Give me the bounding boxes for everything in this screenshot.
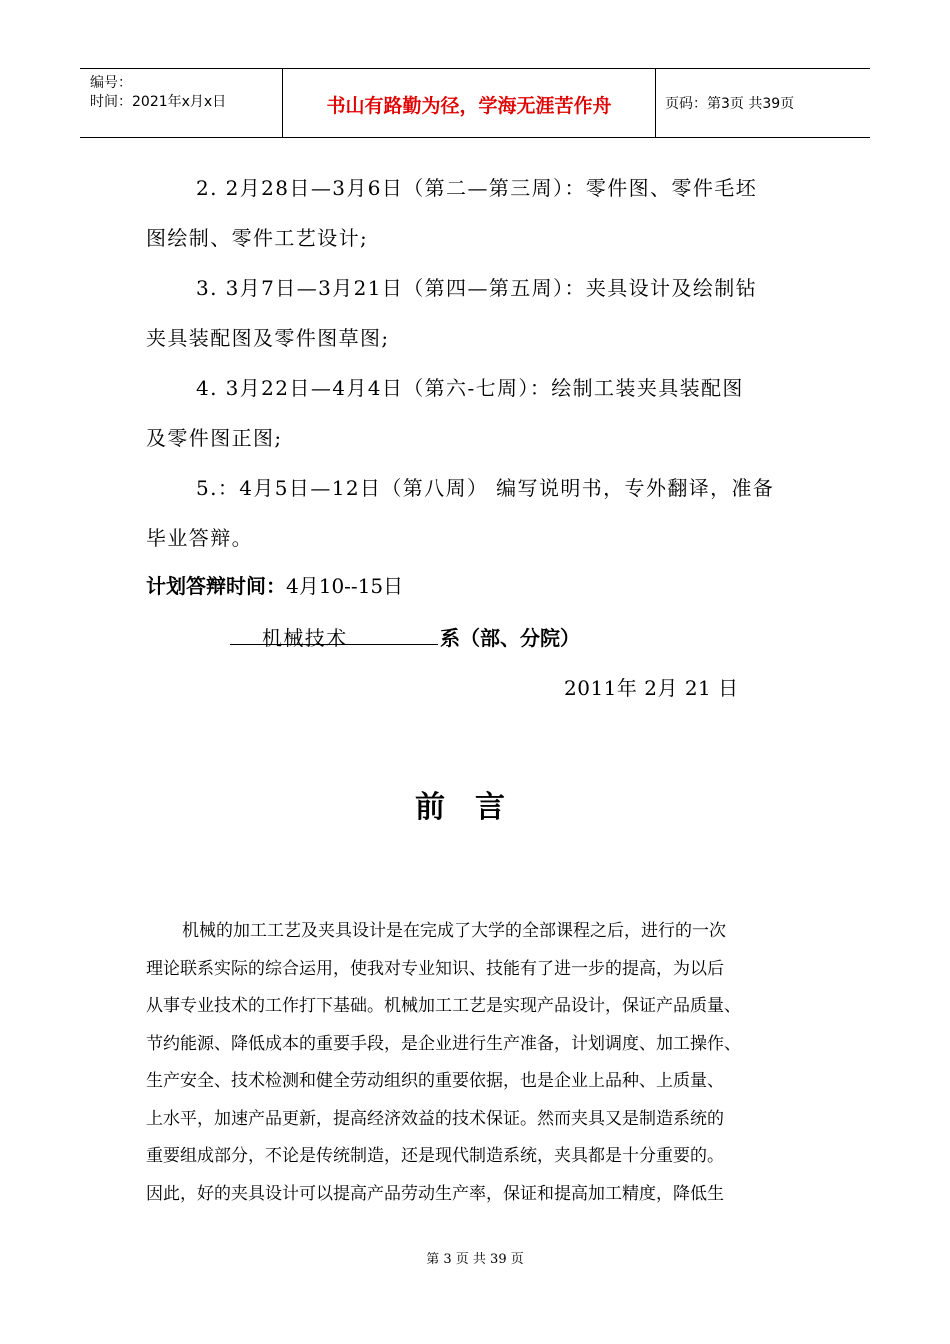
preface-line: 重要组成部分，不论是传统制造，还是现代制造系统，夹具都是十分重要的。: [146, 1146, 724, 1166]
defense-time: [146, 570, 403, 599]
page-footer: 第 3 页 共 39 页: [426, 1252, 524, 1267]
signoff-date: 2011年 2月 21 日: [564, 676, 739, 700]
page-code: 页码：第3页 共39页: [665, 96, 795, 112]
motto: 书山有路勤为径，学海无涯苦作舟: [326, 95, 612, 117]
preface-line: 上水平，加速产品更新，提高经济效益的技术保证。然而夹具又是制造系统的: [146, 1108, 724, 1129]
date-label: 时间：2021年x月x日: [90, 94, 227, 110]
department-suffix: 系（部、分院）: [440, 626, 580, 650]
preface-line: 节约能源、降低成本的重要手段，是企业进行生产准备，计划调度、加工操作、: [146, 1033, 741, 1054]
schedule-item-5-line-2: 毕业答辩。: [146, 526, 253, 550]
preface-line: 因此，好的夹具设计可以提高产品劳动生产率，保证和提高加工精度，降低生: [146, 1183, 724, 1204]
schedule-item-5-line-1: 5.：4月5日—12日（第八周） 编写说明书，专外翻译，准备: [196, 476, 775, 500]
document-header: [80, 68, 870, 138]
schedule-item-2-line-1: 2. 2月28日—3月6日（第二—第三周）：零件图、零件毛坯: [196, 176, 758, 200]
schedule-item-2-line-2: 图绘制、零件工艺设计;: [146, 226, 369, 250]
department-name: 机械技术: [262, 626, 348, 650]
defense-label: 计划答辩时间：: [146, 574, 286, 598]
header-left-cell: [80, 69, 282, 137]
schedule-item-4-line-2: 及零件图正图;: [146, 426, 283, 450]
preface-line: 机械的加工工艺及夹具设计是在完成了大学的全部课程之后，进行的一次: [182, 921, 726, 941]
schedule-item-3-line-2: 夹具装配图及零件图草图;: [146, 326, 390, 350]
preface-line: 理论联系实际的综合运用，使我对专业知识、技能有了进一步的提高，为以后: [146, 958, 724, 979]
number-label: 编号：: [90, 75, 132, 91]
schedule-item-3-line-1: 3. 3月7日—3月21日（第四—第五周）：夹具设计及绘制钻: [196, 276, 758, 300]
department-underline: [230, 644, 438, 645]
header-right-cell: [655, 69, 870, 137]
defense-value: 4月10--15日: [286, 574, 404, 598]
preface-title: 前言: [415, 790, 535, 825]
preface-line: 从事专业技术的工作打下基础。机械加工工艺是实现产品设计，保证产品质量、: [146, 996, 741, 1016]
schedule-item-4-line-1: 4. 3月22日—4月4日（第六-七周）：绘制工装夹具装配图: [196, 376, 744, 400]
header-center-cell: [282, 69, 656, 137]
preface-line: 生产安全、技术检测和健全劳动组织的重要依据，也是企业上品种、上质量、: [146, 1071, 724, 1091]
